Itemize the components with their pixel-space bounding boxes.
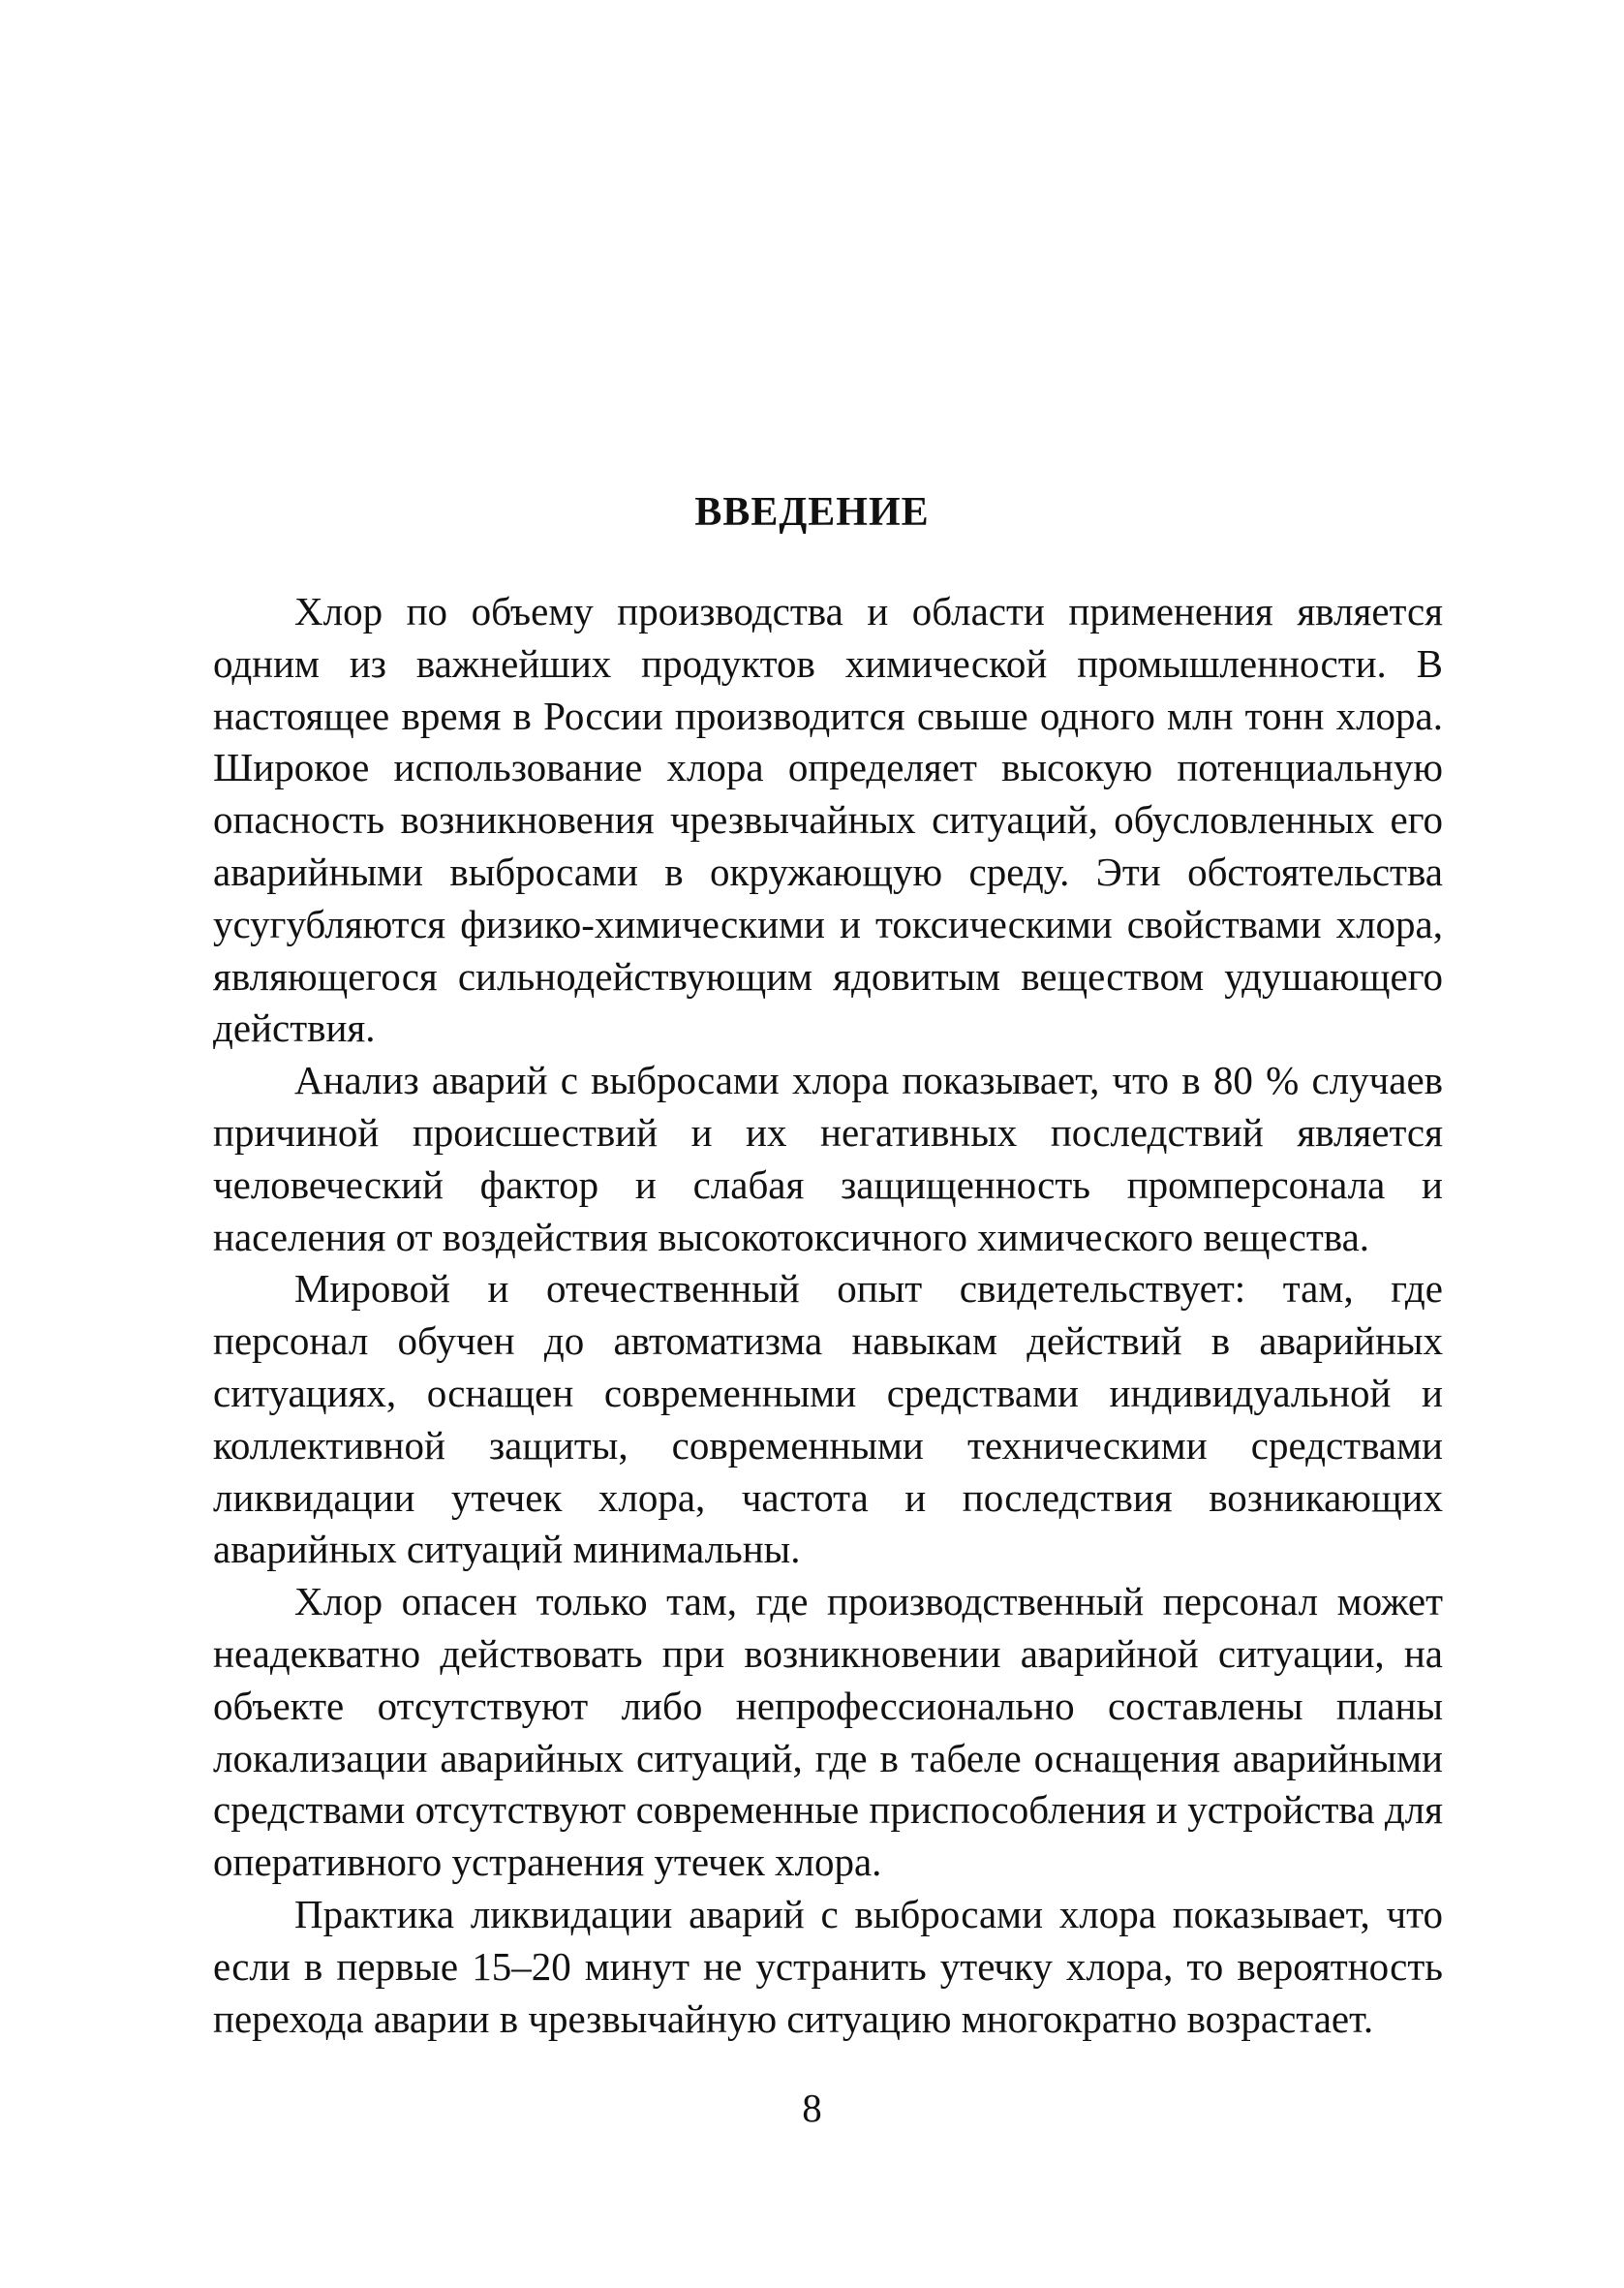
paragraph-3: Мировой и отечественный опыт свидетельствует: там, где персонал обучен до автоматизма навыкам действий в аварийных ситуациях, оснащен современными средствами индивидуальной и коллективной защиты, современными техническими средствами ликвидации утечек хлора, частота и последствия возникающих аварийных ситуаций минимальны. [213, 1266, 1443, 1572]
page-title: ВВЕДЕНИЕ [694, 490, 930, 535]
paragraph-5: Практика ликвидации аварий с выбросами хлора показывает, что если в первые 15–20 минут не устранить утечку хлора, то вероятность перехода аварии в чрезвычайную ситуацию многократно возрастает. [213, 1891, 1443, 2041]
paragraph-4: Хлор опасен только там, где производственный персонал может неадекватно действовать при возникновении аварийной ситуации, на объекте отсутствуют либо непрофессионально составлены планы локализации аварийных ситуаций, где в табеле оснащения аварийными средствами отсутствуют современные приспособления и устройства для оперативного устранения утечек хлора. [213, 1579, 1443, 1885]
body-text [213, 586, 1443, 2045]
paragraph-1: Хлор по объему производства и области применения является одним из важнейших продуктов химической промышленности. В настоящее время в России производится свыше одного млн тонн хлора. Широкое использование хлора определяет высокую потенциальную опасность возникновения чрезвычайных ситуаций, обусловленных его аварийными выбросами в окружающую среду. Эти обстоятельства усугубляются физико-химическими и токсическими свойствами хлора, являющегося сильнодействующим ядовитым веществом удушающего действия. [213, 589, 1443, 1051]
paragraph-2: Анализ аварий с выбросами хлора показывает, что в 80 % случаев причиной происшествий и их негативных последствий является человеческий фактор и слабая защищенность промперсонала и населения от воздействия высокотоксичного химического вещества. [213, 1058, 1443, 1259]
page-number: 8 [802, 2086, 822, 2130]
